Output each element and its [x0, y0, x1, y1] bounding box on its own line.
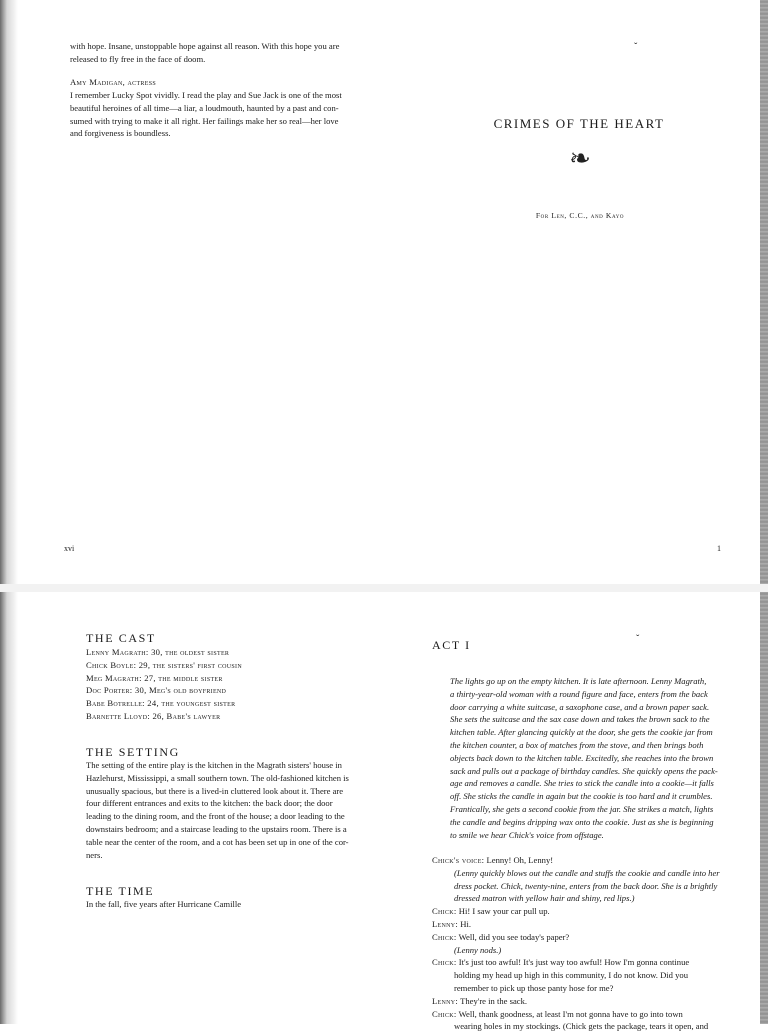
- dialogue-continuation: remember to pick up those panty hose for me?: [454, 982, 614, 993]
- line-text: Lenny! Oh, Lenny!: [486, 855, 554, 865]
- page-binding-edge: [0, 0, 18, 584]
- text-line: sack and pulls out a package of birthday candles. She quickly opens the pack-: [450, 765, 718, 776]
- dialogue-line: [432, 918, 752, 931]
- text-line: and forgiveness is boundless.: [70, 128, 171, 139]
- text-line: released to fly free in the face of doom.: [70, 53, 206, 64]
- opening-stage-direction: [450, 675, 750, 841]
- dialogue-line: [432, 956, 752, 969]
- quote-author: Amy Madigan, actress: [70, 77, 156, 87]
- play-title: CRIMES OF THE HEART: [493, 116, 665, 131]
- page-number: 1: [717, 544, 721, 553]
- line-text: Hi! I saw your car pull up.: [458, 906, 550, 917]
- opening-paragraph: [70, 40, 370, 66]
- text-line: door carrying a white suitcase, a saxophone case, and a brown paper sack.: [450, 701, 710, 712]
- text-line: the kitchen counter, a box of matches from the stove, and then brings both: [450, 739, 704, 750]
- setting-heading: THE SETTING: [86, 745, 180, 759]
- stage-direction-line: (Lenny quickly blows out the candle and stuffs the cookie and candle into her: [454, 867, 720, 878]
- quote-paragraph: [70, 89, 370, 140]
- text-line: ners.: [86, 849, 103, 860]
- stage-direction-line: (Lenny nods.): [454, 944, 502, 955]
- text-line: The setting of the entire play is the kitchen in the Magrath sisters' house in: [86, 760, 342, 770]
- page-binding-edge: [0, 592, 18, 1024]
- speaker: Chick:: [432, 906, 457, 917]
- text-line: I remember Lucky Spot vividly. I read the play and Sue Jack is one of the most: [70, 90, 342, 100]
- line-text: It's just too awful! It's just way too awful! How I'm gonna continue: [458, 957, 690, 968]
- page-fore-edge: [760, 0, 768, 584]
- text-line: unusually spacious, but there is a lived-in cluttered look about it. There are: [86, 785, 344, 796]
- ornament-icon: ❧: [569, 144, 591, 173]
- cast-heading: THE CAST: [86, 631, 156, 645]
- text-line: table near the center of the room, and a cot has been set up in one of the cor-: [86, 836, 349, 847]
- setting-paragraph: [86, 759, 378, 861]
- dialogue-line: [432, 995, 752, 1008]
- text-line: age and removes a candle. She tries to stick the candle into a cookie—it falls: [450, 778, 714, 789]
- small-mark: ˇ: [636, 634, 640, 645]
- cast-page: [0, 592, 384, 1024]
- text-line: objects back down to the kitchen table. Excitedly, she reaches into the brown: [450, 752, 714, 763]
- text-line: downstairs bedroom; and a staircase leading to the upstairs room. There is a: [86, 823, 347, 834]
- text-line: leading to the dining room, and the front of the house; a door leading to the: [86, 811, 345, 822]
- text-line: She sets the suitcase and the sax case down and takes the brown sack to the: [450, 714, 710, 725]
- page-fore-edge: [760, 592, 768, 1024]
- text-line: four different entrances and exits to the kitchen: the back door; the door: [86, 798, 333, 809]
- text-line: off. She sticks the candle in again but the cookie is too hard and it crumbles.: [450, 791, 713, 802]
- speaker: Chick:: [432, 957, 457, 968]
- text-line: to smile we hear Chick's voice from offstage.: [450, 829, 604, 840]
- text-line: kitchen table. After glancing quickly at the door, she gets the cookie jar from: [450, 727, 713, 738]
- stage-direction-line: dressed matron with yellow hair and shiny, red lips.): [454, 893, 635, 904]
- text-line: The lights go up on the empty kitchen. It is late afternoon. Lenny Magrath,: [450, 676, 707, 686]
- line-text: They're in the sack.: [460, 995, 528, 1006]
- speaker: Lenny:: [432, 995, 459, 1006]
- time-line: In the fall, five years after Hurricane Camille: [86, 899, 242, 909]
- dialogue-continuation: wearing holes in my stockings. (Chick gets the package, tears it open, and: [454, 1021, 709, 1032]
- speaker: Lenny:: [432, 918, 459, 929]
- text-line: Hazlehurst, Mississippi, a small southern town. The old-fashioned kitchen is: [86, 772, 349, 783]
- text-line: a thirty-year-old woman with a round figure and face, enters from the back: [450, 688, 708, 699]
- text-line: the candle and begins dripping wax onto the cookie. Just as she is beginning: [450, 816, 714, 827]
- dialogue-line: [432, 905, 752, 918]
- cast-list: [86, 646, 376, 723]
- dialogue-continuation: holding my head up high in this community, I do not know. Did you: [454, 970, 689, 981]
- line-text: Well, did you see today's paper?: [458, 931, 570, 942]
- act-one-page: [384, 592, 768, 1032]
- spread-gap: [0, 584, 768, 592]
- page-xvi: [0, 0, 384, 584]
- page-1: [384, 0, 768, 584]
- dialogue-line: [432, 931, 752, 944]
- dialogue-line: [432, 1008, 752, 1021]
- text-line: Frantically, she gets a second cookie from the jar. She strikes a match, lights: [450, 803, 714, 814]
- cast-member: Lenny Magrath: 30, the oldest sister: [86, 647, 230, 657]
- cast-member: Babe Botrelle: 24, the youngest sister: [86, 698, 236, 709]
- cast-member: Doc Porter: 30, Meg's old boyfriend: [86, 685, 227, 696]
- time-heading: THE TIME: [86, 884, 155, 898]
- line-text: Well, thank goodness, at least I'm not gonna have to go into town: [458, 1008, 683, 1019]
- dialogue-line: [432, 854, 752, 867]
- cast-member: Chick Boyle: 29, the sisters' first cousin: [86, 659, 242, 670]
- speaker: Chick's voice:: [432, 855, 485, 865]
- speaker: Chick:: [432, 931, 457, 942]
- line-text: Hi.: [460, 918, 472, 929]
- stage-direction-line: dress pocket. Chick, twenty-nine, enters from the back door. She is a brightly: [454, 880, 718, 891]
- cast-member: Barnette Lloyd: 26, Babe's lawyer: [86, 710, 221, 721]
- small-mark: ˇ: [634, 42, 638, 53]
- text-line: beautiful heroines of all time—a liar, a loudmouth, haunted by a past and con-: [70, 102, 339, 113]
- dialogue: [432, 854, 752, 1033]
- dedication: For Len, C.C., and Kayo: [535, 211, 625, 220]
- text-line: sumed with trying to make it all right. Her failings make her so real—her love: [70, 115, 339, 126]
- act-heading: ACT I: [432, 638, 471, 652]
- page-number: xvi: [64, 544, 75, 553]
- text-line: with hope. Insane, unstoppable hope against all reason. With this hope you are: [70, 41, 340, 51]
- speaker: Chick:: [432, 1008, 457, 1019]
- cast-member: Meg Magrath: 27, the middle sister: [86, 672, 223, 683]
